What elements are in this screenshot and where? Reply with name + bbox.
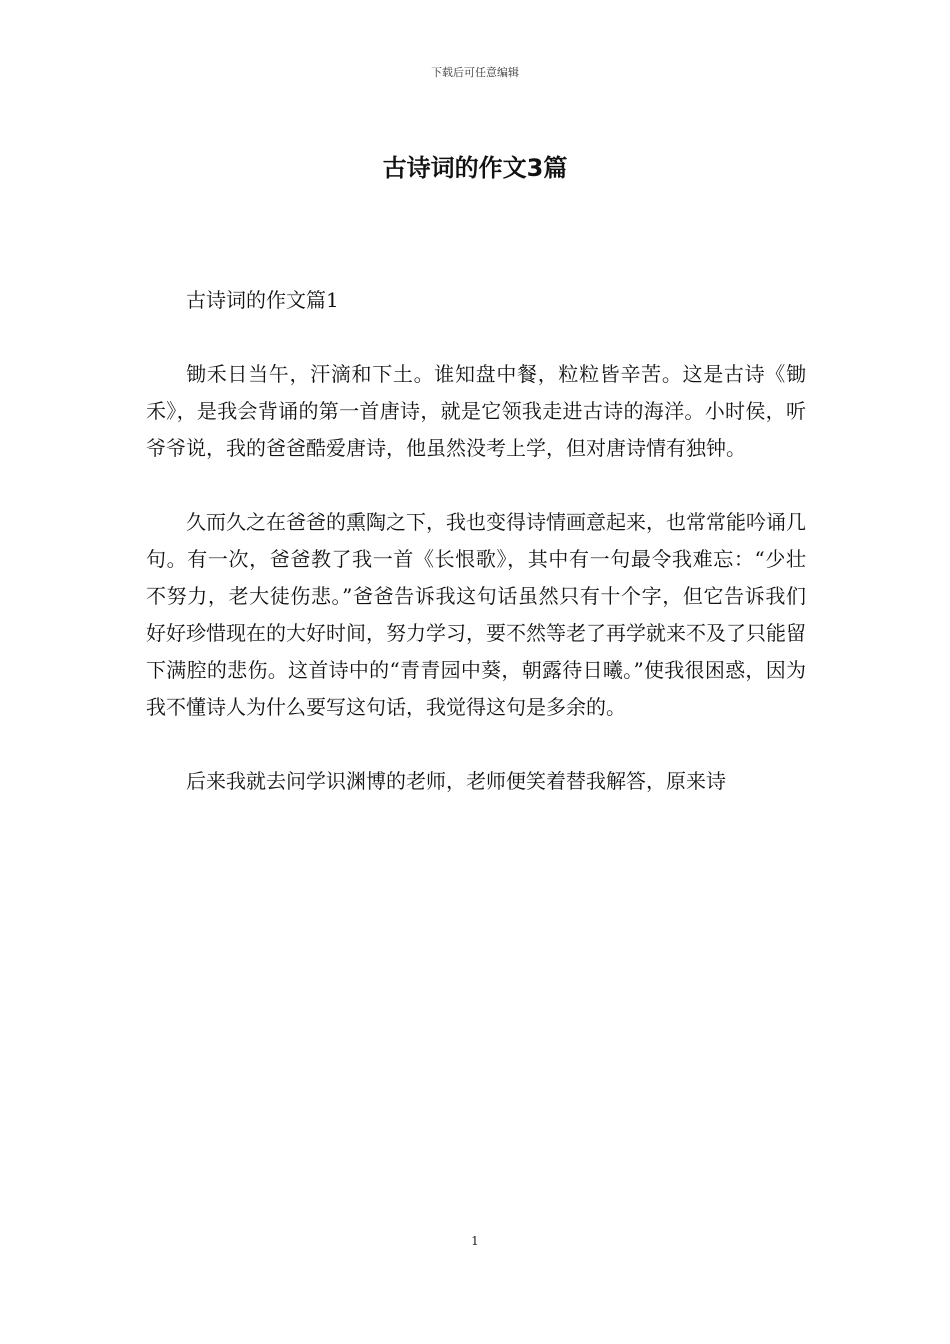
paragraph-1: 锄禾日当午，汗滴和下土。谁知盘中餐，粒粒皆辛苦。这是古诗《锄禾》，是我会背诵的第一首唐诗，就是它领我走进古诗的海洋。小时侯，听爷爷说，我的爸爸酷爱唐诗，他虽然没考上学，但对唐诗情有独钟。 xyxy=(146,362,806,460)
paragraph-3: 后来我就去问学识渊博的老师，老师便笑着替我解答，原来诗 xyxy=(186,769,726,793)
paragraph-2: 久而久之在爸爸的熏陶之下，我也变得诗情画意起来，也常常能吟诵几句。有一次，爸爸教了我一首《长恨歌》，其中有一句最令我难忘：“少壮不努力，老大徒伤悲。”爸爸告诉我这句话虽然只有十个字，但它告诉我们好好珍惜现在的大好时间，努力学习，要不然等老了再学就来不及了只能留下满腔的悲伤。这首诗中的“青青园中葵，朝露待日曦。”使我很困惑，因为我不懂诗人为什么要写这句话，我觉得这句是多余的。 xyxy=(146,510,806,719)
section-heading: 古诗词的作文篇1 xyxy=(186,288,339,312)
page-number: 1 xyxy=(471,1234,479,1248)
document-body xyxy=(146,282,806,837)
header-note: 下载后可任意编辑 xyxy=(431,66,519,79)
document-title: 古诗词的作文3篇 xyxy=(382,154,568,182)
